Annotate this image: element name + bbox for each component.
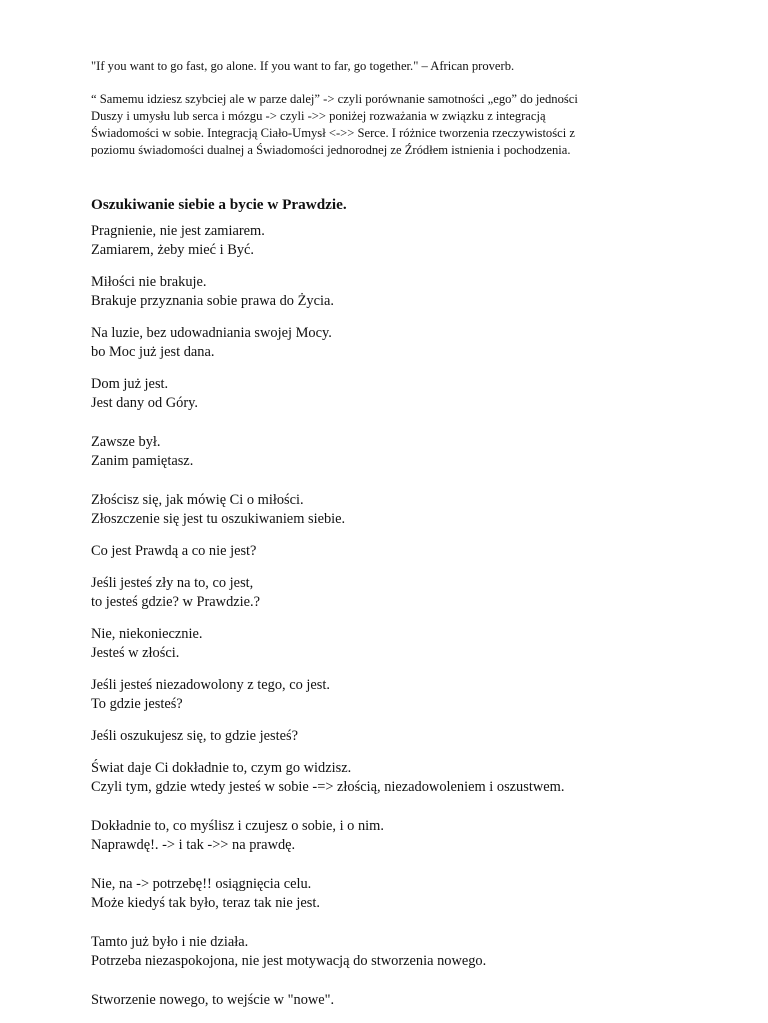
verse-line: Pragnienie, nie jest zamiarem.: [91, 223, 265, 239]
verse-line: Tamto już było i nie działa.: [91, 934, 249, 950]
verse-line: Nie, niekoniecznie.: [91, 626, 203, 642]
stanza: [91, 375, 711, 413]
verse-line: Może kiedyś tak było, teraz tak nie jest.: [91, 895, 320, 911]
intro-note-line: “ Samemu idziesz szybciej ale w parze dalej” -> czyli porównanie samotności „ego” do jedności: [91, 92, 578, 106]
stanza: [91, 222, 711, 260]
verse-line: Miłości nie brakuje.: [91, 274, 207, 290]
verse-line: Na luzie, bez udowadniania swojej Mocy.: [91, 325, 332, 341]
intro-note-line: poziomu świadomości dualnej a Świadomości jednorodnej ze Źródłem istnienia i pochodzenia.: [91, 143, 571, 157]
verse-line: to jesteś gdzie? w Prawdzie.?: [91, 594, 261, 610]
verse-line: Zamiarem, żeby mieć i Być.: [91, 242, 255, 258]
stanza: [91, 625, 711, 663]
verse-line: Dom już jest.: [91, 376, 169, 392]
stanza: [91, 727, 711, 746]
stanza: [91, 574, 711, 612]
verse-line: Zanim pamiętasz.: [91, 453, 194, 469]
stanza: [91, 676, 711, 714]
stanza: [91, 542, 711, 561]
verse-line: Co jest Prawdą a co nie jest?: [91, 543, 257, 559]
verse-line: Czyli tym, gdzie wtedy jesteś w sobie -=> złością, niezadowoleniem i oszustwem.: [91, 779, 565, 795]
stanza: [91, 324, 711, 362]
verse-line: Jeśli oszukujesz się, to gdzie jesteś?: [91, 728, 299, 744]
verse-line: Brakuje przyznania sobie prawa do Życia.: [91, 293, 334, 309]
verse-line: bo Moc już jest dana.: [91, 344, 215, 360]
verse-line: Dokładnie to, co myślisz i czujesz o sobie, i o nim.: [91, 818, 384, 834]
verse-line: To gdzie jesteś?: [91, 696, 183, 712]
verse-line: Jesteś w złości.: [91, 645, 180, 661]
stanza: [91, 433, 711, 471]
stanza: [91, 875, 711, 913]
verse-line: Jest dany od Góry.: [91, 395, 198, 411]
intro-note: [91, 91, 691, 159]
verse-list: [91, 222, 711, 1023]
verse-line: Zawsze był.: [91, 434, 161, 450]
stanza: [91, 817, 711, 855]
verse-line: Świat daje Ci dokładnie to, czym go widzisz.: [91, 760, 352, 776]
document-page: [91, 58, 691, 1008]
stanza: [91, 933, 711, 971]
verse-line: Naprawdę!. -> i tak ->> na prawdę.: [91, 837, 296, 853]
section-heading: Oszukiwanie siebie a bycie w Prawdzie.: [91, 196, 347, 213]
stanza: [91, 273, 711, 311]
verse-line: Potrzeba niezaspokojona, nie jest motywacją do stworzenia nowego.: [91, 953, 487, 969]
verse-line: Nie, na -> potrzebę!! osiągnięcia celu.: [91, 876, 312, 892]
verse-line: Jeśli jesteś niezadowolony z tego, co jest.: [91, 677, 330, 693]
verse-line: Złościsz się, jak mówię Ci o miłości.: [91, 492, 304, 508]
verse-line: Stworzenie nowego, to wejście w "nowe".: [91, 992, 335, 1008]
intro-note-line: Świadomości w sobie. Integracją Ciało-Umysł <->> Serce. I różnice tworzenia rzeczywistości z: [91, 126, 575, 140]
stanza: [91, 759, 711, 797]
proverb-quote: "If you want to go fast, go alone. If you want to far, go together." – African proverb.: [91, 59, 515, 73]
intro-note-line: Duszy i umysłu lub serca i mózgu -> czyli ->> poniżej rozważania w związku z integracją: [91, 109, 546, 123]
stanza: [91, 491, 711, 529]
verse-line: Jeśli jesteś zły na to, co jest,: [91, 575, 254, 591]
verse-line: Złoszczenie się jest tu oszukiwaniem siebie.: [91, 511, 346, 527]
